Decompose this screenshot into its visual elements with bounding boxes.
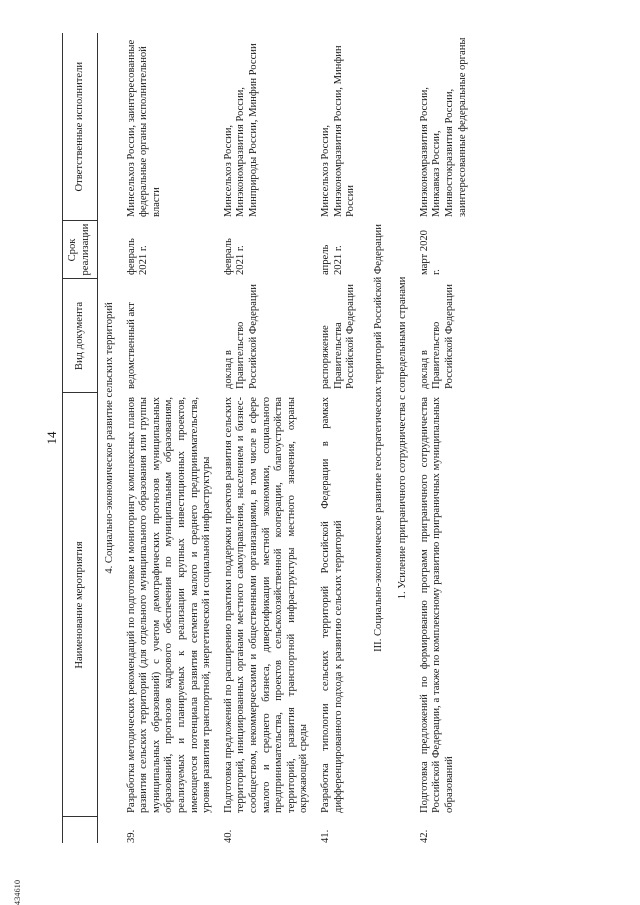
measure-name: Подготовка предложений по расширению практики поддержки проектов развития сельских территорий, инициированных органами местного самоуправления, населением и бизнес-сообществом, некоммерческими и общественными организациями, в том числе в сфере малого и среднего бизнеса, диверсификации местной экономики, социального предпринимательства, проектов сельскохозяйственной кооперации, благоустройства территорий, развития транспортной инфраструктуры местного значения, охраны окружающей среды — [222, 397, 310, 813]
executors: Минсельхоз России, Минэкономразвития России, Минприроды России, Минфин России — [222, 43, 259, 217]
deadline: февраль 2021 г. — [222, 238, 247, 275]
executors: Минэкономразвития России, Минкавказ России, Минвостокразвития России, заинтересованные федеральные органы — [418, 37, 468, 217]
document-kind: распоряжение Правительства Российской Федерации — [319, 284, 357, 389]
table-row — [220, 33, 317, 843]
measure-name: Подготовка предложений по формированию программ приграничного сотрудничества Российской Федерации, а также по комплексному развитию приграничных муниципальных образований — [418, 397, 456, 813]
subsection-1-title: 1. Усиление приграничного сотрудничества с сопредельными странами — [397, 276, 409, 600]
document-code: 434610 — [13, 879, 22, 905]
subsection-1-row — [391, 33, 416, 843]
table-row — [317, 33, 364, 843]
document-kind: ведомственный акт — [125, 302, 137, 389]
section-4-row — [98, 33, 123, 843]
row-number: 40. — [222, 829, 234, 843]
section-4-title: 4. Социально-экономическое развитие сельских территорий — [104, 302, 115, 574]
row-number: 42. — [418, 829, 430, 843]
table-row — [123, 33, 220, 843]
measure-name: Разработка типологии сельских территорий Российской Федерации в рамках дифференцированного подхода к развитию сельских территорий — [319, 397, 344, 813]
header-number — [63, 817, 98, 843]
page-number: 14 — [44, 431, 59, 445]
header-term: Срок реализации — [63, 221, 98, 279]
row-number: 39. — [125, 829, 137, 843]
row-number: 41. — [319, 829, 331, 843]
measure-name: Разработка методических рекомендаций по подготовке и мониторингу комплексных планов развития сельских территорий (для отдельного муниципального образования или группы муниципальных образований) с учетом демографических прогнозов муниципальных образований, прогнозов кадрового обеспечения по муниципальным образованиям, реализуемых и планируемых к реализации крупных инвестиционных проектов, имеющегося потенциала развития сегмента малого и среднего предпринимательства, уровня развития транспортной, энергетической и социальной инфраструктуры — [125, 397, 213, 813]
section-iii-row — [364, 33, 392, 843]
executors: Минсельхоз России, заинтересованные федеральные органы исполнительной власти — [125, 39, 162, 217]
header-executors: Ответственные исполнители — [63, 33, 98, 221]
header-name: Наименование мероприятия — [63, 393, 98, 817]
document-kind: доклад в Правительство Российской Федерации — [222, 284, 259, 389]
rotated-page — [13, 33, 590, 905]
deadline: апрель 2021 г. — [319, 244, 344, 275]
executors: Минсельхоз России, Минэкономразвития России, Минфин России — [319, 45, 357, 217]
table-header-row — [63, 33, 98, 843]
measures-table — [62, 33, 475, 843]
section-iii-title: III. Социально-экономическое развитие геостратегических территорий Российской Федерации — [372, 224, 384, 652]
document-kind: доклад в Правительство Российской Федерации — [418, 284, 456, 389]
deadline: февраль 2021 г. — [125, 238, 150, 275]
header-kind: Вид документа — [63, 279, 98, 393]
table-row — [416, 33, 475, 843]
deadline: март 2020 г. — [418, 230, 443, 275]
